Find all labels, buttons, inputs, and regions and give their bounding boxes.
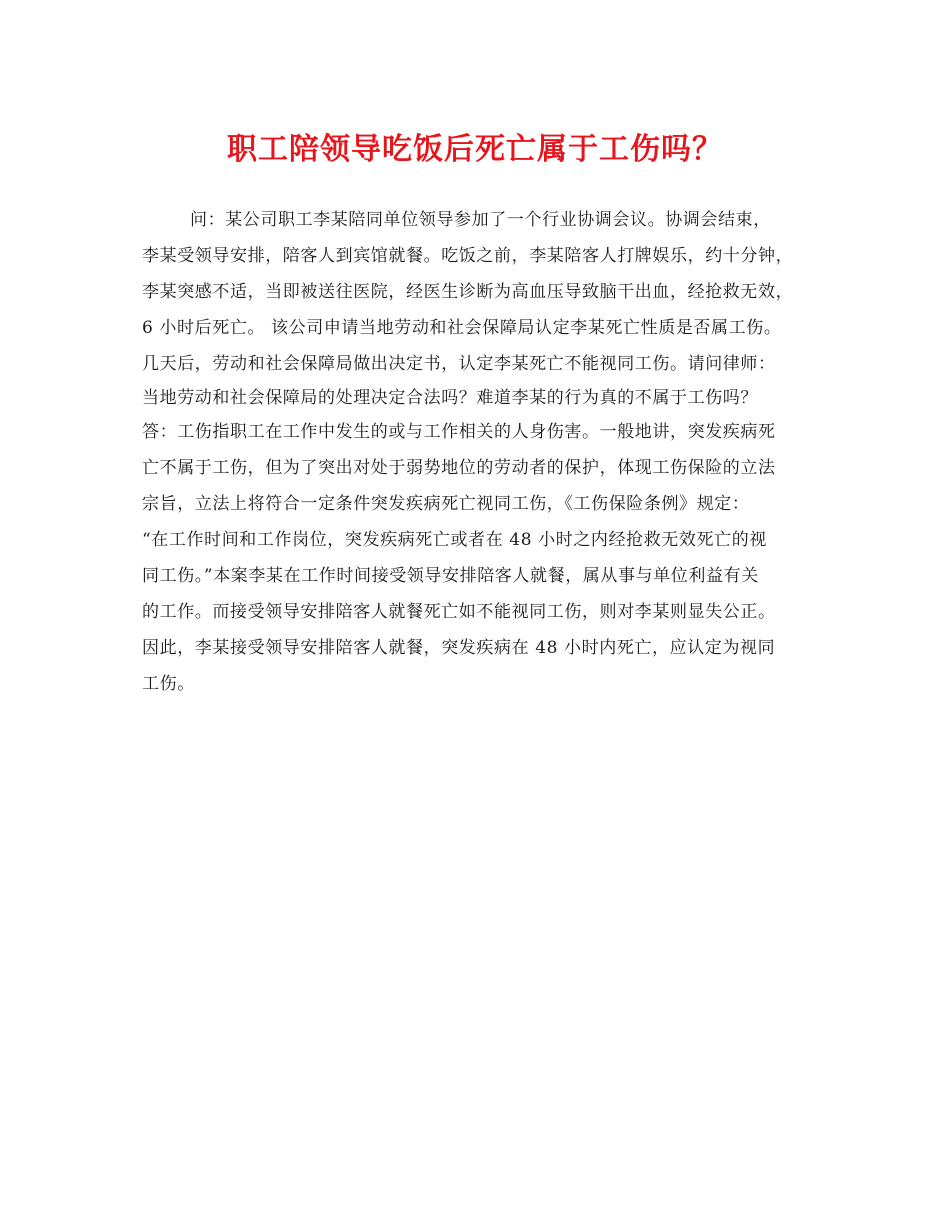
body-line: 同工伤。”本案李某在工作时间接受领导安排陪客人就餐，属从事与单位利益有关 [142,566,759,586]
document-title: 职工陪领导吃饭后死亡属于工伤吗？ [227,132,723,167]
body-line: 亡不属于工伤，但为了突出对处于弱势地位的劳动者的保护，体现工伤保险的立法 [142,458,776,478]
body-line: 李某突感不适，当即被送往医院，经医生诊断为高血压导致脑干出血，经抢救无效， [142,282,794,302]
body-line: 答：工伤指职工在工作中发生的或与工作相关的人身伤害。一般地讲，突发疾病死 [142,422,776,442]
body-line: 李某受领导安排，陪客人到宾馆就餐。吃饭之前，李某陪客人打牌娱乐，约十分钟， [142,246,794,266]
body-line: 当地劳动和社会保障局的处理决定合法吗？难道李某的行为真的不属于工伤吗？ [142,388,758,408]
body-line: “在工作时间和工作岗位，突发疾病死亡或者在 48 小时之内经抢救无效死亡的视 [142,530,767,550]
body-line: 工伤。 [142,674,195,694]
body-line: 问：某公司职工李某陪同单位领导参加了一个行业协调会议。协调会结束， [190,210,771,230]
body-line: 因此，李某接受领导安排陪客人就餐，突发疾病在 48 小时内死亡，应认定为视同 [142,638,776,658]
body-line: 宗旨，立法上将符合一定条件突发疾病死亡视同工伤，《工伤保险条例》规定： [142,494,750,514]
body-line: 几天后，劳动和社会保障局做出决定书，认定李某死亡不能视同工伤。请问律师： [142,354,776,374]
body-line: 的工作。而接受领导安排陪客人就餐死亡如不能视同工伤，则对李某则显失公正。 [142,602,776,622]
body-line: 6 小时后死亡。 该公司申请当地劳动和社会保障局认定李某死亡性质是否属工伤。 [142,318,782,338]
